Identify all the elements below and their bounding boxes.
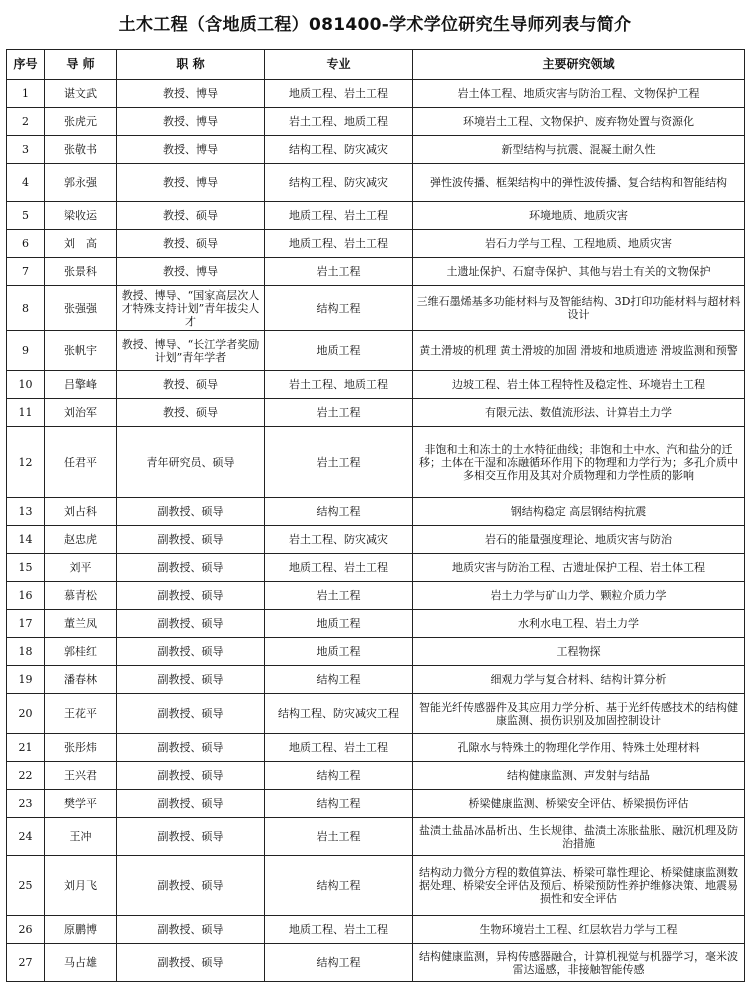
cell-field: 弹性波传播、框架结构中的弹性波传播、复合结构和智能结构	[413, 164, 745, 202]
cell-no: 20	[7, 694, 45, 734]
cell-no: 23	[7, 790, 45, 818]
cell-no: 10	[7, 371, 45, 399]
supervisor-table	[6, 49, 745, 982]
cell-field: 三维石墨烯基多功能材料与及智能结构、3D打印功能材料与超材料设计	[413, 286, 745, 331]
cell-no: 6	[7, 230, 45, 258]
cell-title: 副教授、硕导	[117, 554, 265, 582]
table-row	[7, 80, 745, 108]
cell-title: 副教授、硕导	[117, 944, 265, 982]
cell-no: 2	[7, 108, 45, 136]
cell-field: 结构动力微分方程的数值算法、桥梁可靠性理论、桥梁健康监测数据处理、桥梁安全评估及预后、桥梁预防性养护维修决策、地震易损性和安全评估	[413, 856, 745, 916]
cell-major: 岩土工程	[265, 399, 413, 427]
table-row	[7, 694, 745, 734]
cell-major: 岩土工程、防灾减灾	[265, 526, 413, 554]
cell-major: 地质工程	[265, 331, 413, 371]
cell-field: 岩土力学与矿山力学、颗粒介质力学	[413, 582, 745, 610]
cell-title: 副教授、硕导	[117, 818, 265, 856]
cell-major: 地质工程、岩土工程	[265, 916, 413, 944]
cell-field: 环境岩土工程、文物保护、废弃物处置与资源化	[413, 108, 745, 136]
cell-name: 任君平	[45, 427, 117, 498]
table-row	[7, 164, 745, 202]
cell-name: 董兰凤	[45, 610, 117, 638]
cell-no: 26	[7, 916, 45, 944]
cell-title: 副教授、硕导	[117, 526, 265, 554]
cell-major: 结构工程	[265, 790, 413, 818]
cell-no: 22	[7, 762, 45, 790]
cell-no: 7	[7, 258, 45, 286]
cell-name: 刘月飞	[45, 856, 117, 916]
table-row	[7, 734, 745, 762]
cell-title: 教授、博导	[117, 136, 265, 164]
cell-title: 教授、硕导	[117, 230, 265, 258]
cell-no: 15	[7, 554, 45, 582]
cell-field: 黄土滑坡的机理 黄土滑坡的加固 滑坡和地质遗迹 滑坡监测和预警	[413, 331, 745, 371]
cell-field: 土遗址保护、石窟寺保护、其他与岩土有关的文物保护	[413, 258, 745, 286]
cell-major: 地质工程	[265, 610, 413, 638]
cell-title: 副教授、硕导	[117, 610, 265, 638]
cell-field: 岩土体工程、地质灾害与防治工程、文物保护工程	[413, 80, 745, 108]
cell-title: 青年研究员、硕导	[117, 427, 265, 498]
cell-field: 非饱和土和冻土的土水特征曲线；非饱和土中水、汽和盐分的迁移；土体在干湿和冻融循环作用下的物理和力学行为；多孔介质中多相交互作用及其对介质物理和力学性质的影响	[413, 427, 745, 498]
cell-field: 水利水电工程、岩土力学	[413, 610, 745, 638]
cell-name: 郭桂红	[45, 638, 117, 666]
cell-title: 教授、博导	[117, 258, 265, 286]
cell-no: 27	[7, 944, 45, 982]
table-row	[7, 230, 745, 258]
cell-title: 教授、博导	[117, 80, 265, 108]
cell-field: 盐渍土盐晶冰晶析出、生长规律、盐渍土冻胀盐胀、融沉机理及防治措施	[413, 818, 745, 856]
cell-major: 地质工程、岩土工程	[265, 202, 413, 230]
table-row	[7, 762, 745, 790]
cell-name: 王花平	[45, 694, 117, 734]
cell-name: 吕擎峰	[45, 371, 117, 399]
table-header-row	[7, 50, 745, 80]
cell-field: 孔隙水与特殊土的物理化学作用、特殊土处理材料	[413, 734, 745, 762]
cell-title: 教授、博导、“长江学者奖励计划”青年学者	[117, 331, 265, 371]
cell-major: 岩土工程、地质工程	[265, 371, 413, 399]
cell-name: 刘治军	[45, 399, 117, 427]
cell-name: 刘占科	[45, 498, 117, 526]
cell-no: 21	[7, 734, 45, 762]
cell-title: 副教授、硕导	[117, 666, 265, 694]
cell-name: 樊学平	[45, 790, 117, 818]
cell-major: 地质工程、岩土工程	[265, 554, 413, 582]
cell-major: 岩土工程	[265, 427, 413, 498]
cell-no: 19	[7, 666, 45, 694]
table-row	[7, 818, 745, 856]
cell-title: 教授、硕导	[117, 202, 265, 230]
cell-name: 马占雄	[45, 944, 117, 982]
header-title: 职 称	[117, 50, 265, 80]
cell-major: 结构工程、防灾减灾工程	[265, 694, 413, 734]
cell-name: 张彤炜	[45, 734, 117, 762]
cell-name: 张帆宇	[45, 331, 117, 371]
cell-title: 副教授、硕导	[117, 762, 265, 790]
table-row	[7, 916, 745, 944]
cell-title: 教授、硕导	[117, 399, 265, 427]
cell-field: 新型结构与抗震、混凝土耐久性	[413, 136, 745, 164]
cell-field: 岩石的能量强度理论、地质灾害与防治	[413, 526, 745, 554]
header-major: 专业	[265, 50, 413, 80]
cell-major: 结构工程	[265, 856, 413, 916]
cell-no: 4	[7, 164, 45, 202]
cell-name: 原鹏博	[45, 916, 117, 944]
cell-major: 岩土工程	[265, 582, 413, 610]
cell-name: 郭永强	[45, 164, 117, 202]
table-row	[7, 286, 745, 331]
cell-no: 16	[7, 582, 45, 610]
cell-name: 张敬书	[45, 136, 117, 164]
cell-no: 8	[7, 286, 45, 331]
table-row	[7, 944, 745, 982]
cell-title: 副教授、硕导	[117, 498, 265, 526]
cell-title: 副教授、硕导	[117, 856, 265, 916]
cell-title: 副教授、硕导	[117, 734, 265, 762]
cell-name: 赵忠虎	[45, 526, 117, 554]
cell-field: 有限元法、数值流形法、计算岩土力学	[413, 399, 745, 427]
table-row	[7, 582, 745, 610]
cell-major: 结构工程	[265, 944, 413, 982]
table-row	[7, 790, 745, 818]
cell-major: 地质工程、岩土工程	[265, 230, 413, 258]
table-row	[7, 399, 745, 427]
cell-title: 副教授、硕导	[117, 790, 265, 818]
cell-name: 王兴君	[45, 762, 117, 790]
cell-major: 结构工程、防灾减灾	[265, 164, 413, 202]
cell-field: 结构健康监测、声发射与结晶	[413, 762, 745, 790]
cell-no: 25	[7, 856, 45, 916]
cell-field: 结构健康监测，异构传感器融合，计算机视觉与机器学习，毫米波雷达遥感，非接触智能传感	[413, 944, 745, 982]
cell-major: 岩土工程、地质工程	[265, 108, 413, 136]
cell-field: 桥梁健康监测、桥梁安全评估、桥梁损伤评估	[413, 790, 745, 818]
table-row	[7, 610, 745, 638]
cell-major: 岩土工程	[265, 818, 413, 856]
table-row	[7, 427, 745, 498]
cell-name: 刘平	[45, 554, 117, 582]
cell-title: 教授、博导	[117, 108, 265, 136]
cell-name: 慕青松	[45, 582, 117, 610]
cell-field: 智能光纤传感器件及其应用力学分析、基于光纤传感技术的结构健康监测、损伤识别及加固控制设计	[413, 694, 745, 734]
cell-no: 1	[7, 80, 45, 108]
cell-major: 地质工程、岩土工程	[265, 80, 413, 108]
cell-field: 生物环境岩土工程、红层软岩力学与工程	[413, 916, 745, 944]
cell-major: 地质工程、岩土工程	[265, 734, 413, 762]
table-row	[7, 331, 745, 371]
cell-field: 环境地质、地质灾害	[413, 202, 745, 230]
cell-field: 地质灾害与防治工程、古遗址保护工程、岩土体工程	[413, 554, 745, 582]
table-row	[7, 666, 745, 694]
table-row	[7, 136, 745, 164]
header-no: 序号	[7, 50, 45, 80]
cell-major: 岩土工程	[265, 258, 413, 286]
cell-major: 结构工程、防灾减灾	[265, 136, 413, 164]
cell-major: 地质工程	[265, 638, 413, 666]
cell-no: 9	[7, 331, 45, 371]
cell-title: 教授、硕导	[117, 371, 265, 399]
cell-major: 结构工程	[265, 762, 413, 790]
cell-major: 结构工程	[265, 498, 413, 526]
header-field: 主要研究领域	[413, 50, 745, 80]
cell-field: 岩石力学与工程、工程地质、地质灾害	[413, 230, 745, 258]
cell-title: 副教授、硕导	[117, 694, 265, 734]
table-row	[7, 371, 745, 399]
header-name: 导 师	[45, 50, 117, 80]
cell-no: 5	[7, 202, 45, 230]
cell-title: 教授、博导、“国家高层次人才特殊支持计划”青年拔尖人才	[117, 286, 265, 331]
table-row	[7, 856, 745, 916]
table-row	[7, 202, 745, 230]
table-row	[7, 526, 745, 554]
table-row	[7, 108, 745, 136]
cell-name: 张虎元	[45, 108, 117, 136]
cell-name: 王冲	[45, 818, 117, 856]
cell-name: 张强强	[45, 286, 117, 331]
cell-no: 17	[7, 610, 45, 638]
cell-name: 梁收运	[45, 202, 117, 230]
cell-name: 刘 高	[45, 230, 117, 258]
cell-field: 钢结构稳定 高层钢结构抗震	[413, 498, 745, 526]
cell-title: 副教授、硕导	[117, 638, 265, 666]
page-title: 土木工程（含地质工程）081400-学术学位研究生导师列表与简介	[118, 15, 632, 35]
cell-field: 边坡工程、岩土体工程特性及稳定性、环境岩土工程	[413, 371, 745, 399]
table-row	[7, 258, 745, 286]
cell-name: 潘春林	[45, 666, 117, 694]
cell-title: 副教授、硕导	[117, 582, 265, 610]
cell-name: 张景科	[45, 258, 117, 286]
cell-no: 14	[7, 526, 45, 554]
table-row	[7, 638, 745, 666]
table-row	[7, 554, 745, 582]
cell-title: 副教授、硕导	[117, 916, 265, 944]
table-row	[7, 498, 745, 526]
cell-field: 细观力学与复合材料、结构计算分析	[413, 666, 745, 694]
cell-no: 24	[7, 818, 45, 856]
cell-no: 18	[7, 638, 45, 666]
cell-name: 谌文武	[45, 80, 117, 108]
cell-title: 教授、博导	[117, 164, 265, 202]
cell-no: 11	[7, 399, 45, 427]
cell-no: 13	[7, 498, 45, 526]
cell-major: 结构工程	[265, 286, 413, 331]
cell-no: 12	[7, 427, 45, 498]
cell-field: 工程物探	[413, 638, 745, 666]
cell-no: 3	[7, 136, 45, 164]
cell-major: 结构工程	[265, 666, 413, 694]
